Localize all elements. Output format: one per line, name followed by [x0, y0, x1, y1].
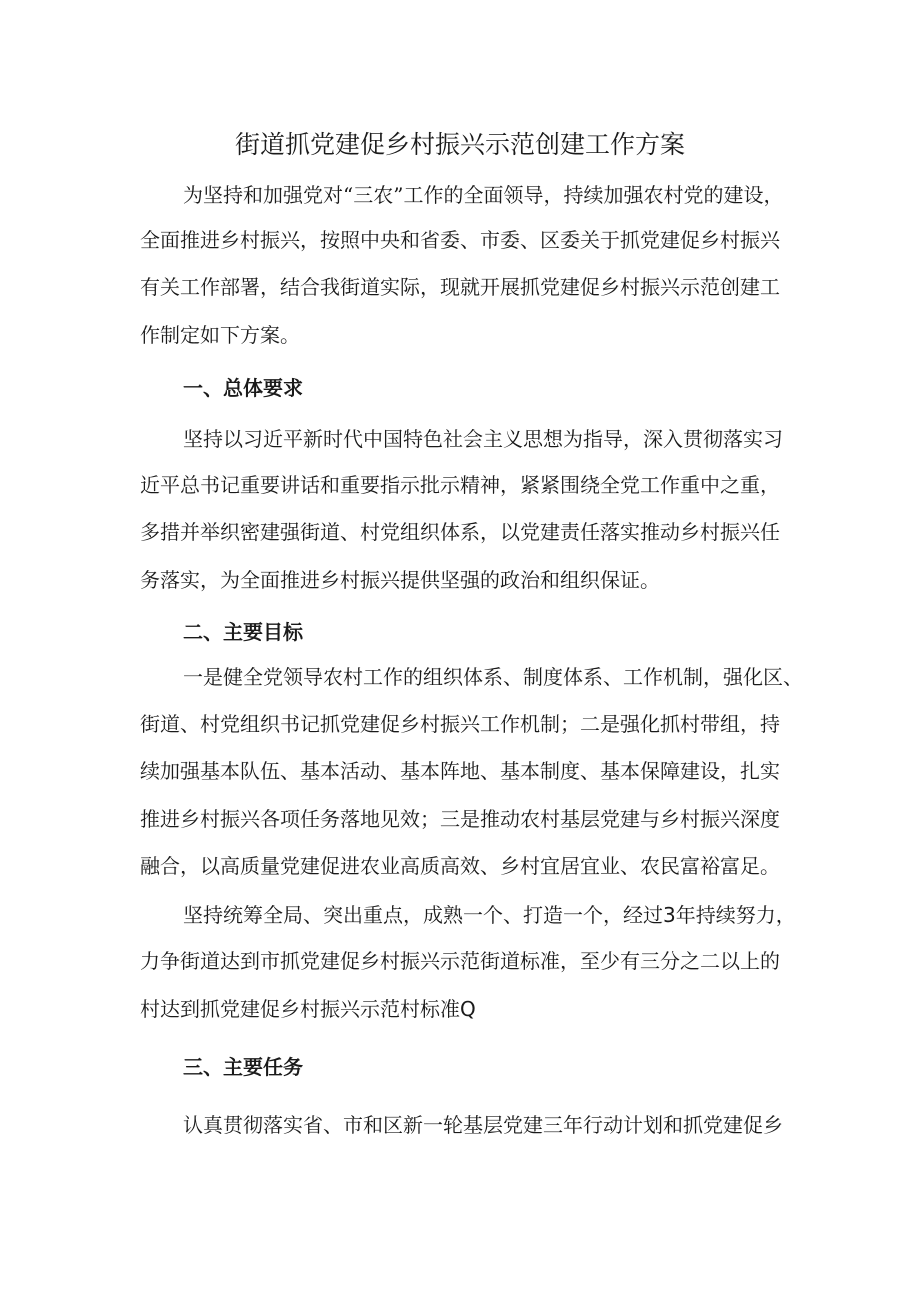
section2-line: 一是健全党领导农村工作的组织体系、制度体系、工作机制，强化区、	[183, 665, 803, 689]
text-fragment: 坚持统筹全局、突出重点，成熟一个、打造一个，经过	[183, 903, 663, 927]
section2-line: 推进乡村振兴各项任务落地见效；三是推动农村基层党建与乡村振兴深度	[140, 807, 780, 831]
section2-para2-line	[140, 995, 476, 1023]
intro-line: 有关工作部署，结合我街道实际，现就开展抓党建促乡村振兴示范创建工	[140, 275, 780, 299]
text-end-mark: Q	[460, 997, 476, 1021]
section-heading-2: 二、主要目标	[183, 620, 303, 644]
section-heading-1: 一、总体要求	[183, 376, 303, 400]
section1-line: 近平总书记重要讲话和重要指示批示精神，紧紧围绕全党工作重中之重，	[140, 473, 780, 497]
section-heading-3: 三、主要任务	[183, 1055, 303, 1079]
section3-line: 认真贯彻落实省、市和区新一轮基层党建三年行动计划和抓党建促乡	[183, 1113, 783, 1137]
section1-line: 务落实，为全面推进乡村振兴提供坚强的政治和组织保证。	[140, 568, 660, 592]
section2-line: 融合，以高质量党建促进农业高质高效、乡村宜居宜业、农民富裕富足。	[140, 854, 780, 878]
text-fragment: 村达到抓党建促乡村振兴示范村标准	[140, 997, 460, 1021]
section2-line: 续加强基本队伍、基本活动、基本阵地、基本制度、基本保障建设，扎实	[140, 759, 780, 783]
intro-line: 作制定如下方案。	[140, 323, 300, 347]
intro-line: 为坚持和加强党对“三农”工作的全面领导，持续加强农村党的建设，	[183, 183, 784, 207]
intro-line: 全面推进乡村振兴，按照中央和省委、市委、区委关于抓党建促乡村振兴	[140, 228, 780, 252]
section1-line: 多措并举织密建强街道、村党组织体系，以党建责任落实推动乡村振兴任	[140, 520, 780, 544]
section2-line: 街道、村党组织书记抓党建促乡村振兴工作机制；二是强化抓村带组，持	[140, 712, 780, 736]
section1-line: 坚持以习近平新时代中国特色社会主义思想为指导，深入贯彻落实习	[183, 427, 783, 451]
text-fragment: 年持续努力，	[675, 903, 796, 927]
section2-para2-line: 力争街道达到市抓党建促乡村振兴示范街道标准，至少有三分之二以上的	[140, 949, 780, 973]
section2-para2-line	[183, 901, 796, 929]
year-count: 3	[663, 903, 676, 927]
document-title: 街道抓党建促乡村振兴示范创建工作方案	[234, 130, 685, 159]
